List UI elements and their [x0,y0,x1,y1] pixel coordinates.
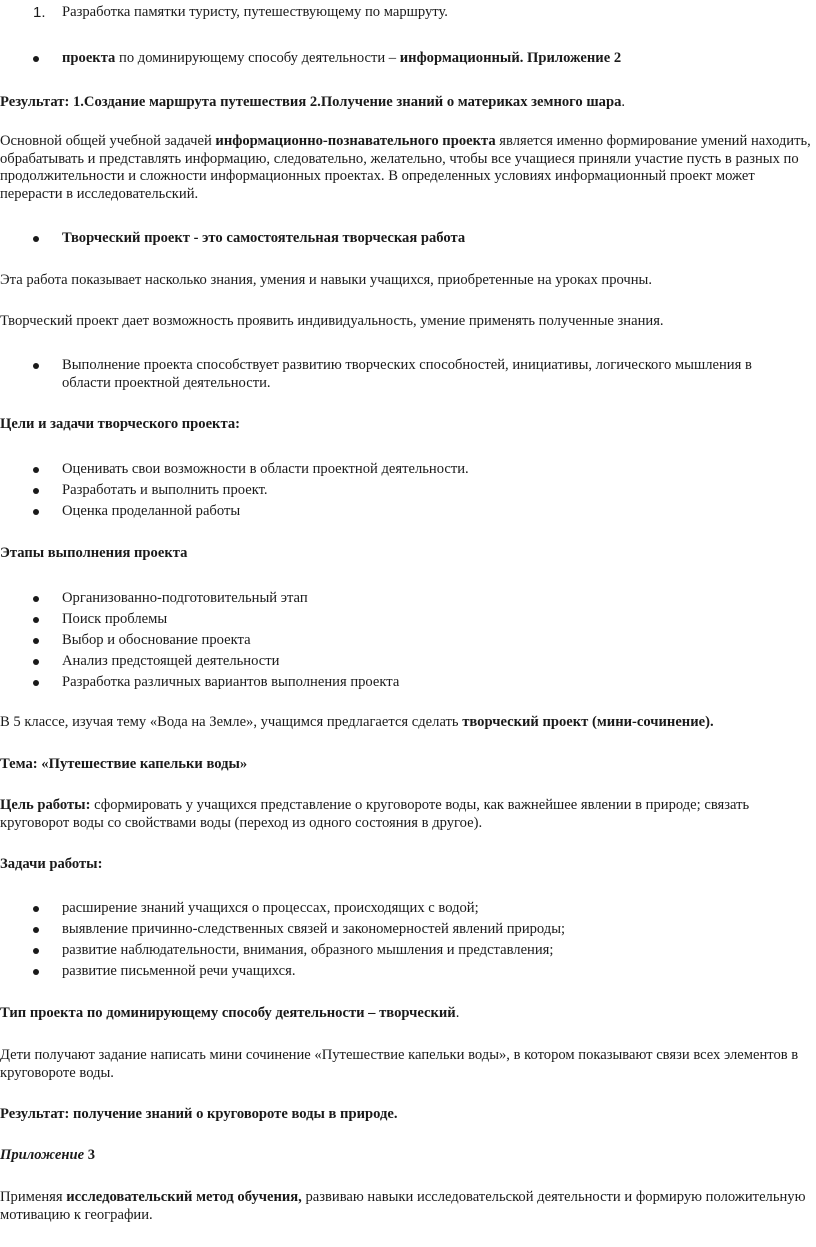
bold-text: Результат: 1.Создание маршрута путешествия 2.Получение знаний о материках земного шара [0,94,622,110]
bullet-icon [33,363,39,369]
bullet-icon [33,927,39,933]
topic-line: Тема: «Путешествие капельки воды» [0,756,248,772]
bullet-icon [33,509,39,515]
bold-text: исследовательский метод обучения, [66,1189,302,1205]
bold-text: Тип проекта по доминирующему способу деятельности – творческий [0,1005,456,1021]
heading-goals: Цели и задачи творческого проекта: [0,416,240,432]
bold-text: информационный. Приложение 2 [399,50,622,66]
bullet-icon [33,488,39,494]
bullet-icon [33,906,39,912]
italic-bold-text: Приложение [0,1147,85,1163]
bullet-icon [33,236,39,242]
list-item-text: Выполнение проекта способствует развитию творческих способностей, инициативы, логического мышления в области проектной деятельности. [62,357,752,391]
paragraph-info-project: Основной общей учебной задачей информационно-познавательного проекта является именно формирование умений находить, обрабатывать и представлять информацию, следовательно, желательно, чтобы все учащиеся приняли участие пусть в разных по продолжительности и сложности информационных проектах. В определенных условиях информационный проект может перерасти в исследовательский. [0,133,811,202]
list-item-text: Разработка памятки туристу, путешествующему по маршруту. [62,4,448,20]
paragraph-research-method: Применяя исследовательский метод обучения, развиваю навыки исследовательской деятельности и формирую положительную мотивацию к географии. [0,1189,806,1223]
bullet-icon [33,680,39,686]
bold-text: проекта [62,50,116,66]
text: по доминирующему способу деятельности – [115,50,400,66]
bullet-icon [33,596,39,602]
bullet-icon [33,969,39,975]
paragraph-work-shows: Эта работа показывает насколько знания, умения и навыки учащихся, приобретенные на уроках прочны. [0,272,653,288]
appendix-3-label [0,1147,814,1165]
result-paragraph-1: Результат: 1.Создание маршрута путешествия 2.Получение знаний о материках земного шара. [0,94,626,110]
paragraph-grade5: В 5 классе, изучая тему «Вода на Земле», учащимся предлагается сделать творческий проект (мини-сочинение). [0,714,714,730]
paragraph-aim: Цель работы: сформировать у учащихся представление о круговороте воды, как важнейшее явлении в природе; связать круговорот воды со свойствами воды (переход из одного состояния в другое). [0,797,750,831]
bullet-icon [33,617,39,623]
bullet-icon [33,638,39,644]
bold-text: Творческий проект - это самостоятельная творческая работа [62,230,466,246]
heading-stages: Этапы выполнения проекта [0,545,188,561]
result-paragraph-2: Результат: получение знаний о круговороте воды в природе. [0,1106,398,1122]
bold-text: информационно-познавательного проекта [215,133,496,149]
bold-text: 3 [84,1147,96,1163]
bullet-icon [33,467,39,473]
bold-text: Цель работы: [0,797,91,813]
bullet-icon [33,56,39,62]
paragraph-creative-gives: Творческий проект дает возможность проявить индивидуальность, умение применять полученные знания. [0,313,664,329]
heading-tasks: Задачи работы: [0,856,103,872]
bold-text: творческий проект (мини-сочинение). [462,714,714,730]
project-type-line: Тип проекта по доминирующему способу деятельности – творческий. [0,1005,460,1021]
list-number: 1. [33,4,46,21]
bullet-icon [33,948,39,954]
paragraph-children-task: Дети получают задание написать мини сочинение «Путешествие капельки воды», в котором показывают связи всех элементов в круговороте воды. [0,1047,799,1081]
bullet-icon [33,659,39,665]
